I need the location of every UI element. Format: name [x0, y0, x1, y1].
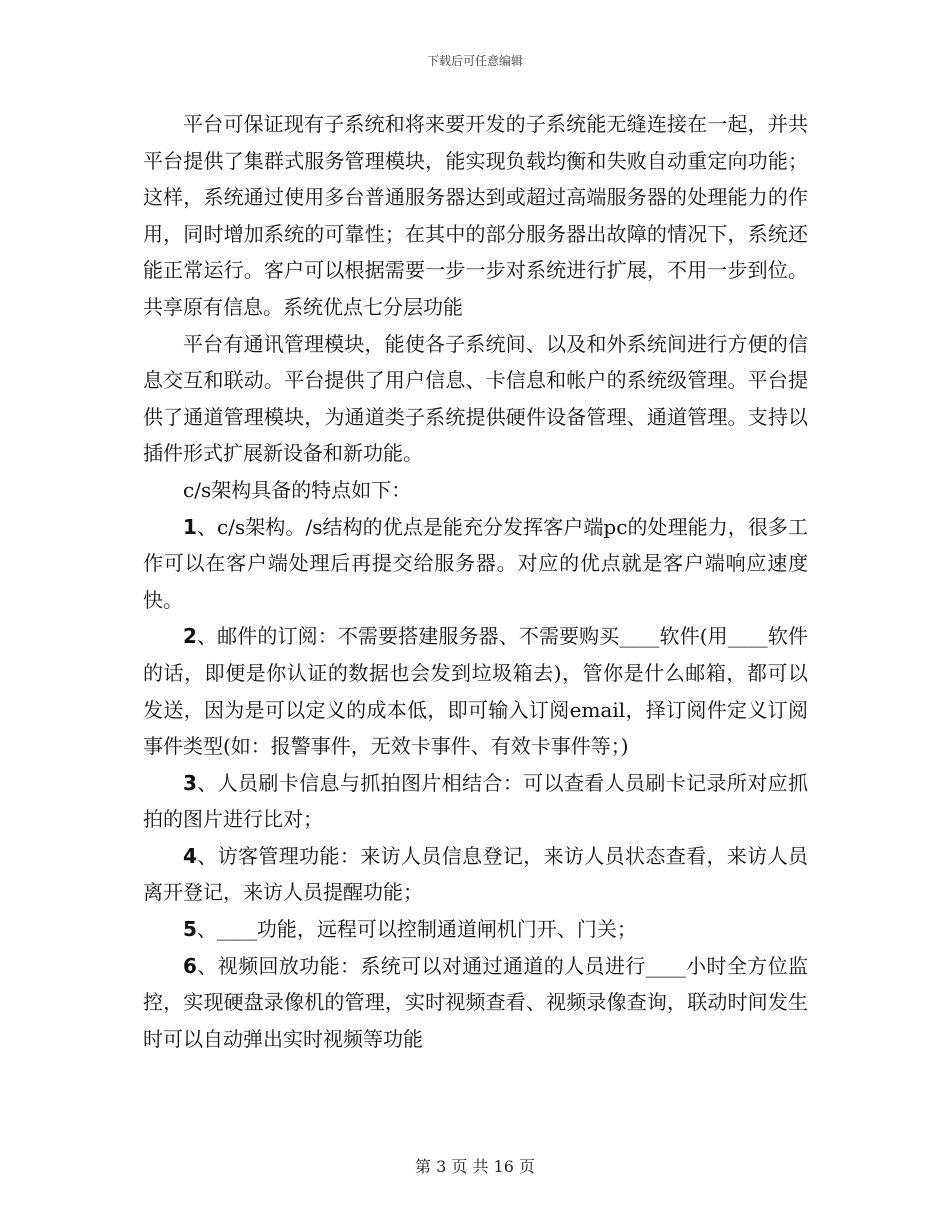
paragraph — [143, 106, 808, 326]
paragraph-text: 、c/s架构。/s结构的优点是能充分发挥客户端pc的处理能力，很多工作可以在客户端处理后再提交给服务器。对应的优点就是客户端响应速度快。 — [143, 514, 808, 612]
paragraph-text: 平台可保证现有子系统和将来要开发的子系统能无缝连接在一起，并共平台提供了集群式服务管理模块，能实现负载均衡和失败自动重定向功能；这样，系统通过使用多台普通服务器达到或超过高端服务器的处理能力的作用，同时增加系统的可靠性；在其中的部分服务器出故障的情况下，系统还能正常运行。客户可以根据需要一步一步对系统进行扩展，不用一步到位。共享原有信息。系统优点七分层功能 — [143, 112, 808, 319]
list-item — [143, 911, 808, 948]
document-body — [143, 106, 808, 1057]
item-number: 3 — [183, 770, 197, 795]
paragraph-text: 平台有通讯管理模块，能使各子系统间、以及和外系统间进行方便的信息交互和联动。平台提供了用户信息、卡信息和帐户的系统级管理。平台提供了通道管理模块，为通道类子系统提供硬件设备管理、通道管理。支持以插件形式扩展新设备和新功能。 — [143, 331, 808, 466]
list-item — [143, 618, 808, 764]
paragraph-text: 、人员刷卡信息与抓拍图片相结合：可以查看人员刷卡记录所对应抓拍的图片进行比对； — [143, 770, 808, 832]
paragraph-text: c/s架构具备的特点如下： — [183, 477, 412, 502]
page-footer: 第 3 页 共 16 页 — [415, 1157, 535, 1176]
item-number: 6 — [183, 953, 197, 978]
list-item — [143, 765, 808, 838]
paragraph-text: 、____功能，远程可以控制通道闸机门开、门关； — [196, 917, 637, 942]
paragraph — [143, 472, 808, 509]
page-header: 下载后可任意编辑 — [426, 54, 523, 68]
paragraph-text: 、邮件的订阅：不需要搭建服务器、不需要购买____软件(用____软件的话，即便是你认证的数据也会发到垃圾箱去)，管你是什么邮箱，都可以发送，因为是可以定义的成本低，即可输入订阅email，择订阅件定义订阅事件类型(如：报警事件，无效卡事件、有效卡事件等；) — [143, 624, 808, 759]
paragraph — [143, 326, 808, 472]
item-number: 5 — [183, 917, 197, 942]
paragraph-text: 、视频回放功能：系统可以对通过通道的人员进行____小时全方位监控，实现硬盘录像机的管理，实时视频查看、视频录像查询，联动时间发生时可以自动弹出实时视频等功能 — [143, 953, 808, 1051]
paragraph-text: 、访客管理功能：来访人员信息登记，来访人员状态查看，来访人员离开登记，来访人员提醒功能； — [143, 843, 808, 905]
list-item — [143, 838, 808, 911]
item-number: 1 — [183, 514, 197, 539]
list-item — [143, 509, 808, 619]
list-item — [143, 948, 808, 1058]
item-number: 2 — [183, 624, 197, 649]
item-number: 4 — [183, 843, 197, 868]
